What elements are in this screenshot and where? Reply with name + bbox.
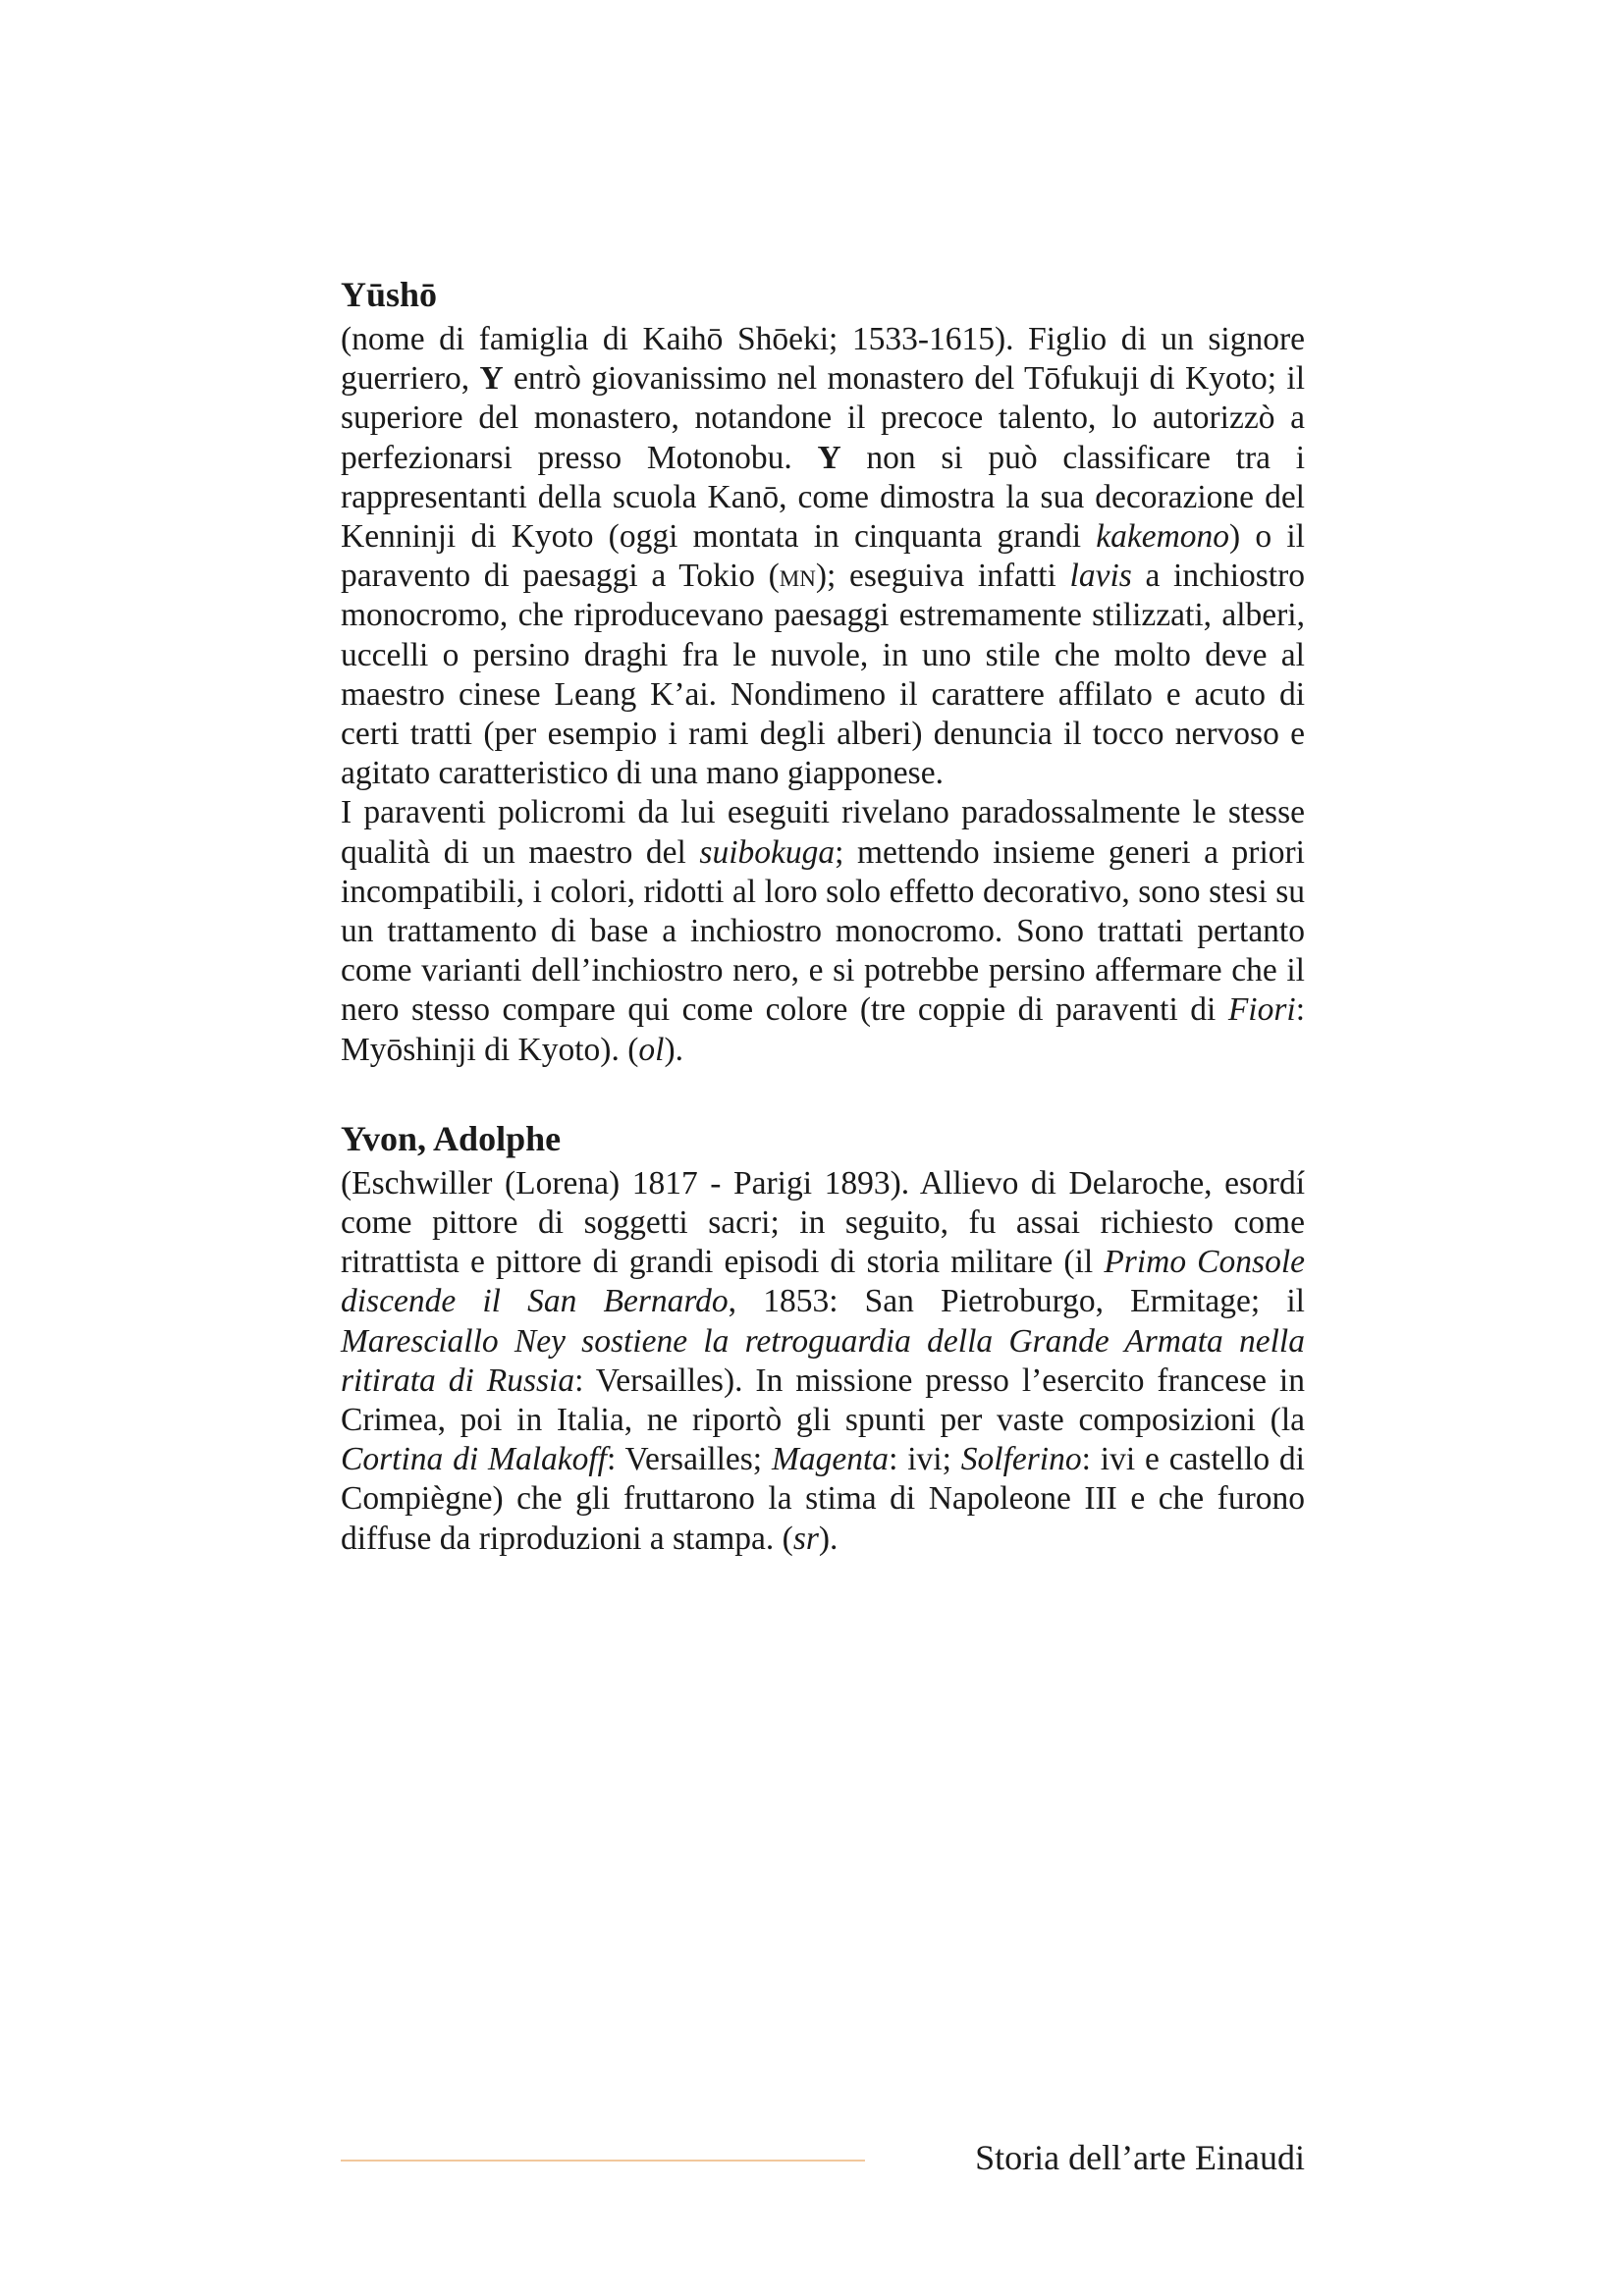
bold-run: Y bbox=[817, 439, 841, 476]
text-run: : ivi; bbox=[889, 1441, 961, 1478]
italic-run: kakemono bbox=[1096, 518, 1230, 556]
italic-run: lavis bbox=[1069, 558, 1132, 595]
text-run: non si può classificare tra i rappresentanti della scuola Kanō, come dimostra la sua decorazione del Kenninji di Kyoto (oggi montata in cinquanta grandi bbox=[341, 439, 1305, 556]
page-text bbox=[341, 275, 1305, 1559]
entry-paragraph bbox=[341, 320, 1305, 793]
italic-run: suibokuga bbox=[699, 833, 836, 871]
italic-run: Magenta bbox=[771, 1441, 890, 1478]
text-run: : Myōshinji di Kyoto). ( bbox=[341, 991, 1305, 1068]
italic-run: Primo Console discende il San Bernardo bbox=[341, 1244, 1305, 1320]
italic-run: Cortina di Malakoff bbox=[341, 1441, 607, 1478]
footer-rule bbox=[341, 2160, 865, 2162]
entry-paragraph bbox=[341, 793, 1305, 1069]
entry-yvon-adolphe bbox=[341, 1119, 1305, 1559]
text-run: (Eschwiller (Lorena) 1817 - Parigi 1893). Allievo di Delaroche, esordí come pittore di soggetti sacri; in seguito, fu assai richiesto come ritrattista e pittore di grandi episodi di storia militare (il bbox=[341, 1164, 1305, 1281]
text-run: ). bbox=[818, 1520, 839, 1557]
text-run: entrò giovanissimo nel monastero del Tōfukuji di Kyoto; il superiore del monastero, notandone il precoce talento, lo autorizzò a perfezionarsi presso Motonobu. bbox=[341, 360, 1305, 476]
entry-title: Yūshō bbox=[341, 275, 438, 314]
text-run: : ivi e castello di Compiègne) che gli fruttarono la stima di Napoleone III e che furono diffuse da riproduzioni a stampa. ( bbox=[341, 1441, 1305, 1557]
entry-separator bbox=[341, 1070, 1305, 1119]
entry-yusho bbox=[341, 275, 1305, 1070]
entry-paragraph bbox=[341, 1164, 1305, 1559]
italic-run: Solferino bbox=[960, 1441, 1082, 1478]
text-run: ; mettendo insieme generi a priori incompatibili, i colori, ridotti al loro solo effetto decorativo, sono stesi su un trattamento di base a inchiostro monocromo. Sono trattati pertanto come varianti dell’inchiostro nero, e si potrebbe persino affermare che il nero stesso compare qui come colore (tre coppie di paraventi di bbox=[341, 833, 1305, 1029]
text-run: I paraventi policromi da lui eseguiti rivelano paradossalmente le stesse qualità di un maestro del bbox=[341, 794, 1305, 871]
italic-run: Maresciallo Ney sostiene la retroguardia della Grande Armata nella ritirata di Russia bbox=[341, 1322, 1305, 1399]
italic-run: Fiori bbox=[1227, 991, 1296, 1029]
text-run: ) o il paravento di paesaggi a Tokio ( bbox=[341, 518, 1305, 595]
bold-run: Y bbox=[479, 360, 504, 398]
text-run: (nome di famiglia di Kaihō Shōeki; 1533-1615). Figlio di un signore guerriero, bbox=[341, 321, 1305, 398]
text-run: : Versailles; bbox=[606, 1441, 772, 1478]
text-run: ); eseguiva infatti bbox=[815, 558, 1070, 595]
text-run: : Versailles). In missione presso l’esercito francese in Crimea, poi in Italia, ne riportò gli spunti per vaste composizioni (la bbox=[341, 1362, 1305, 1439]
text-run: a inchiostro monocromo, che riproducevano paesaggi estremamente stilizzati, alberi, uccelli o persino draghi fra le nuvole, in uno stile che molto deve al maestro cinese Leang K’ai. Nondimeno il carattere affilato e acuto di certi tratti (per esempio i rami degli alberi) denuncia il tocco nervoso e agitato caratteristico di una mano giapponese. bbox=[341, 558, 1306, 792]
small-caps-run: mn bbox=[779, 558, 816, 595]
italic-run: ol bbox=[638, 1031, 665, 1068]
footer-publication-title: Storia dell’arte Einaudi bbox=[975, 2138, 1305, 2177]
italic-run: sr bbox=[792, 1520, 819, 1557]
text-run: , 1853: San Pietroburgo, Ermitage; il bbox=[728, 1283, 1305, 1320]
text-run: ). bbox=[664, 1031, 683, 1068]
entry-title: Yvon, Adolphe bbox=[341, 1118, 562, 1158]
